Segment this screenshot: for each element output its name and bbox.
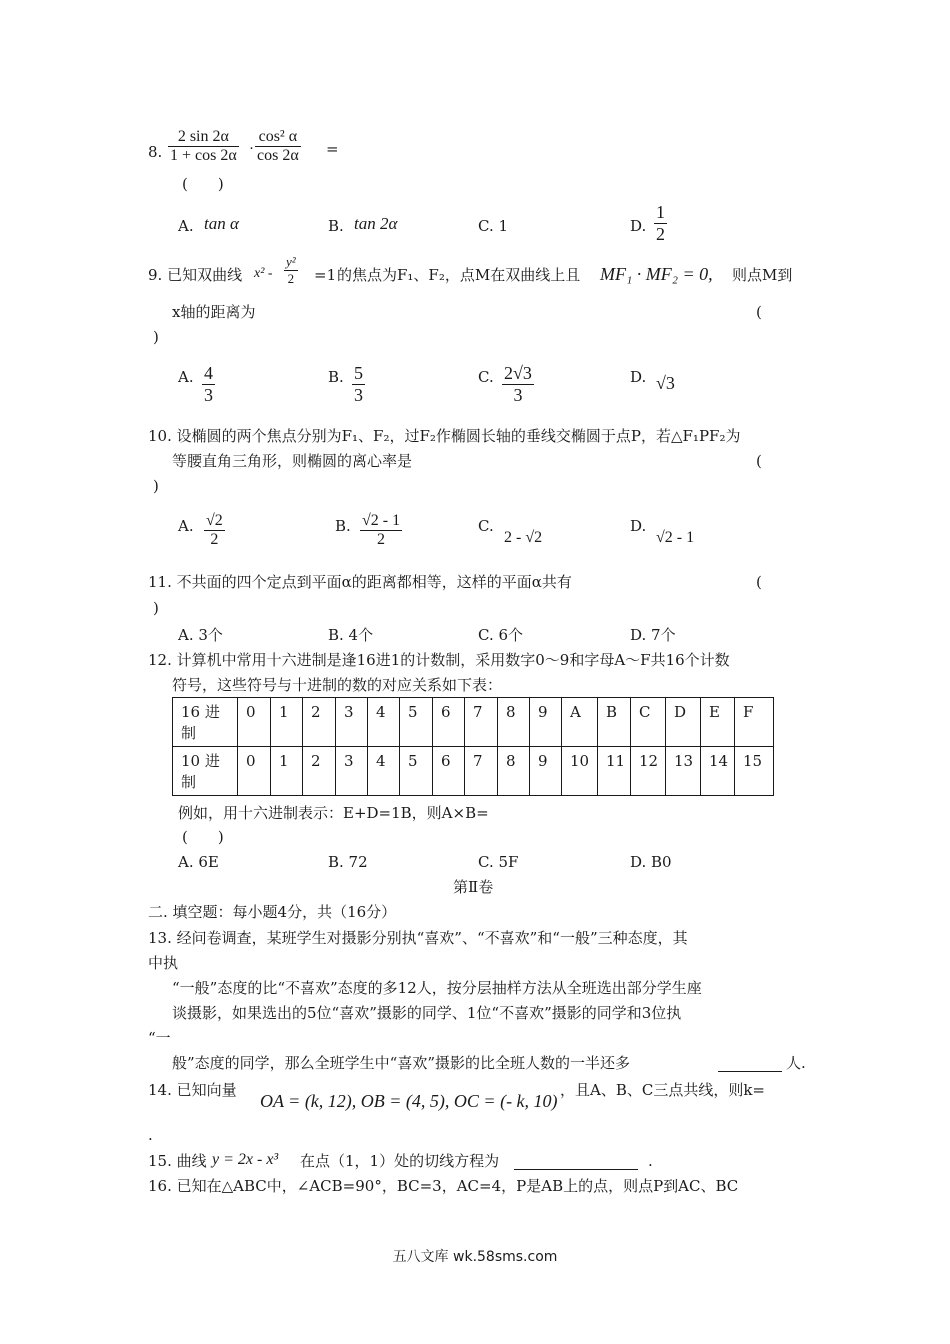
q10-option-a-label: A.: [178, 517, 194, 535]
q12-option-a: A. 6E: [178, 853, 219, 871]
q11-paren-left: (: [756, 573, 762, 591]
table-cell: 5: [400, 747, 433, 796]
table-cell: 10 进制: [173, 747, 238, 796]
table-cell: 7: [465, 698, 498, 747]
q9-pre: 9. 已知双曲线: [148, 266, 243, 284]
table-cell: 4: [368, 698, 400, 747]
section-title: 第Ⅱ卷: [453, 878, 494, 896]
q13-line6: 般”态度的同学，那么全班学生中“喜欢”摄影的比全班人数的一半还多: [172, 1054, 631, 1072]
q8-number: 8.: [148, 143, 163, 161]
q12-example: 例如，用十六进制表示：E+D=1B，则A×B=: [178, 804, 489, 822]
q9-option-b-label: B.: [328, 368, 344, 386]
q9-option-c-fraction: $\frac{2√3}{3}$: [504, 363, 532, 405]
q10-option-d-value: √2 - 1: [656, 529, 695, 546]
q9-option-d-label: D.: [630, 368, 647, 386]
table-cell: 1: [271, 747, 303, 796]
q12-answer-paren: ( ): [182, 828, 224, 846]
table-cell: A: [562, 698, 598, 747]
q14-pre: 14. 已知向量: [148, 1081, 237, 1099]
table-cell: E: [701, 698, 735, 747]
table-cell: 10: [562, 747, 598, 796]
table-cell: 8: [498, 698, 530, 747]
q9-option-a-fraction: $\frac{4}{3}$: [204, 363, 213, 405]
q10-line2: 等腰直角三角形，则椭圆的离心率是: [172, 452, 413, 470]
table-row: [173, 747, 774, 796]
q9-option-b-fraction: $\frac{5}{3}$: [354, 363, 363, 405]
q10-paren-right: ): [153, 477, 159, 495]
table-cell: 13: [666, 747, 701, 796]
q14-end: .: [148, 1126, 153, 1144]
q16-line1: 16. 已知在△ABC中，∠ACB=90°，BC=3，AC=4，P是AB上的点，则点P到AC、BC: [148, 1177, 739, 1195]
table-cell: 11: [598, 747, 631, 796]
q11-line1: 11. 不共面的四个定点到平面α的距离都相等，这样的平面α共有: [148, 573, 572, 591]
q13-line6-end: 人.: [786, 1054, 806, 1072]
q10-option-c-value: 2 - √2: [504, 529, 543, 546]
q13-line1: 13. 经问卷调查，某班学生对摄影分别执“喜欢”、“不喜欢”和“一般”三种态度，其: [148, 929, 688, 947]
q9-mid: 的焦点为F₁、F₂，点M在双曲线上且: [337, 266, 581, 284]
q11-option-c: C. 6个: [478, 626, 524, 644]
table-cell: 0: [238, 747, 271, 796]
q15-answer-blank[interactable]: [514, 1152, 638, 1170]
table-cell: 6: [433, 747, 465, 796]
q10-paren-left: (: [756, 452, 762, 470]
table-cell: 5: [400, 698, 433, 747]
table-cell: 9: [530, 698, 562, 747]
q11-option-a: A. 3个: [178, 626, 223, 644]
q15-pre: 15. 曲线: [148, 1152, 207, 1170]
hex-decimal-table: [172, 697, 774, 796]
q11-option-d: D. 7个: [630, 626, 676, 644]
q13-line4: 谈摄影，如果选出的5位“喜欢”摄影的同学、1位“不喜欢”摄影的同学和3位执: [172, 1004, 682, 1022]
table-cell: D: [666, 698, 701, 747]
q9-equation-fraction: $\frac{\text{y²}}{2}$: [286, 254, 296, 286]
part2-heading: 二. 填空题：每小题4分，共（16分）: [148, 903, 397, 921]
table-cell: 16 进制: [173, 698, 238, 747]
table-cell: 2: [303, 698, 336, 747]
table-cell: 15: [735, 747, 774, 796]
q9-option-d-value: √3: [656, 373, 675, 393]
table-cell: B: [598, 698, 631, 747]
q10-option-b-label: B.: [335, 517, 351, 535]
q9-vector-condition: MF₁ · MF₂ = 0,: [600, 264, 713, 284]
q15-curve-expression: y = 2x - x³: [212, 1151, 279, 1168]
q12-line1: 12. 计算机中常用十六进制是逢16进1的计数制，采用数字0～9和字母A～F共16个计数: [148, 651, 730, 669]
q9-line2: x轴的距离为: [172, 303, 256, 321]
footer-watermark: 五八文库 wk.58sms.com: [392, 1249, 558, 1265]
q15-end: .: [648, 1152, 653, 1170]
q9-option-c-label: C.: [478, 368, 494, 386]
q12-option-b: B. 72: [328, 853, 368, 871]
q10-line1: 10. 设椭圆的两个焦点分别为F₁、F₂，过F₂作椭圆长轴的垂线交椭圆于点P，若△F₁PF₂为: [148, 427, 741, 445]
q8-option-d-fraction: $\frac{1}{2}$: [656, 202, 665, 244]
q11-option-b: B. 4个: [328, 626, 374, 644]
q8-option-c: C. 1: [478, 217, 509, 235]
q10-option-b-fraction: $\frac{√2 - 1}{2}$: [362, 512, 401, 548]
q13-line3: “一般”态度的比“不喜欢”态度的多12人，按分层抽样方法从全班选出部分学生座: [172, 979, 702, 997]
q13-line2: 中执: [148, 954, 179, 972]
table-row: [173, 698, 774, 747]
q9-post: 则点M到: [732, 266, 793, 284]
q8-option-d-label: D.: [630, 217, 647, 235]
q9-option-a-label: A.: [178, 368, 194, 386]
table-cell: 12: [631, 747, 666, 796]
table-cell: 7: [465, 747, 498, 796]
q8-option-b-value: tan 2α: [354, 214, 398, 233]
q14-vector-expression: OA = (k, 12), OB = (4, 5), OC = (- k, 10): [260, 1091, 558, 1111]
q10-option-c-label: C.: [478, 517, 494, 535]
table-cell: 4: [368, 747, 400, 796]
q8-equals: =: [326, 140, 339, 158]
table-cell: 6: [433, 698, 465, 747]
q8-option-a-label: A.: [178, 217, 194, 235]
q13-line5: “一: [148, 1029, 171, 1047]
q10-option-a-fraction: $\frac{√2}{2}$: [206, 512, 223, 548]
q8-option-b-label: B.: [328, 217, 344, 235]
table-cell: 1: [271, 698, 303, 747]
q9-equation-rest: =1: [314, 266, 337, 284]
q12-option-c: C. 5F: [478, 853, 519, 871]
table-cell: 14: [701, 747, 735, 796]
q14-post: ，且A、B、C三点共线，则k=: [560, 1081, 765, 1099]
table-cell: 8: [498, 747, 530, 796]
q12-line2: 符号，这些符号与十进制的数的对应关系如下表：: [172, 676, 503, 694]
q13-answer-blank[interactable]: [718, 1054, 782, 1072]
q11-paren-right: ): [153, 599, 159, 617]
table-cell: 9: [530, 747, 562, 796]
table-cell: 2: [303, 747, 336, 796]
q15-post: 在点（1，1）处的切线方程为: [300, 1152, 500, 1170]
table-cell: F: [735, 698, 774, 747]
table-cell: 0: [238, 698, 271, 747]
q9-paren-left: (: [756, 303, 762, 321]
q8-answer-paren: ( ): [182, 175, 224, 193]
q8-fraction-2: $\frac{\text{cos² α}}{\cos 2\alpha}$: [257, 128, 299, 164]
table-cell: 3: [336, 747, 368, 796]
q10-option-d-label: D.: [630, 517, 647, 535]
q9-paren-right: ): [153, 328, 159, 346]
q8-option-a-value: tan α: [204, 214, 239, 233]
table-cell: 3: [336, 698, 368, 747]
q12-option-d: D. B0: [630, 853, 672, 871]
q9-equation-x: x² -: [254, 266, 273, 281]
q8-fraction-1: $\frac{2 \sin 2\alpha}{1 + \cos 2\alpha}$: [170, 128, 237, 164]
q8-dot: ·: [249, 141, 254, 157]
table-cell: C: [631, 698, 666, 747]
